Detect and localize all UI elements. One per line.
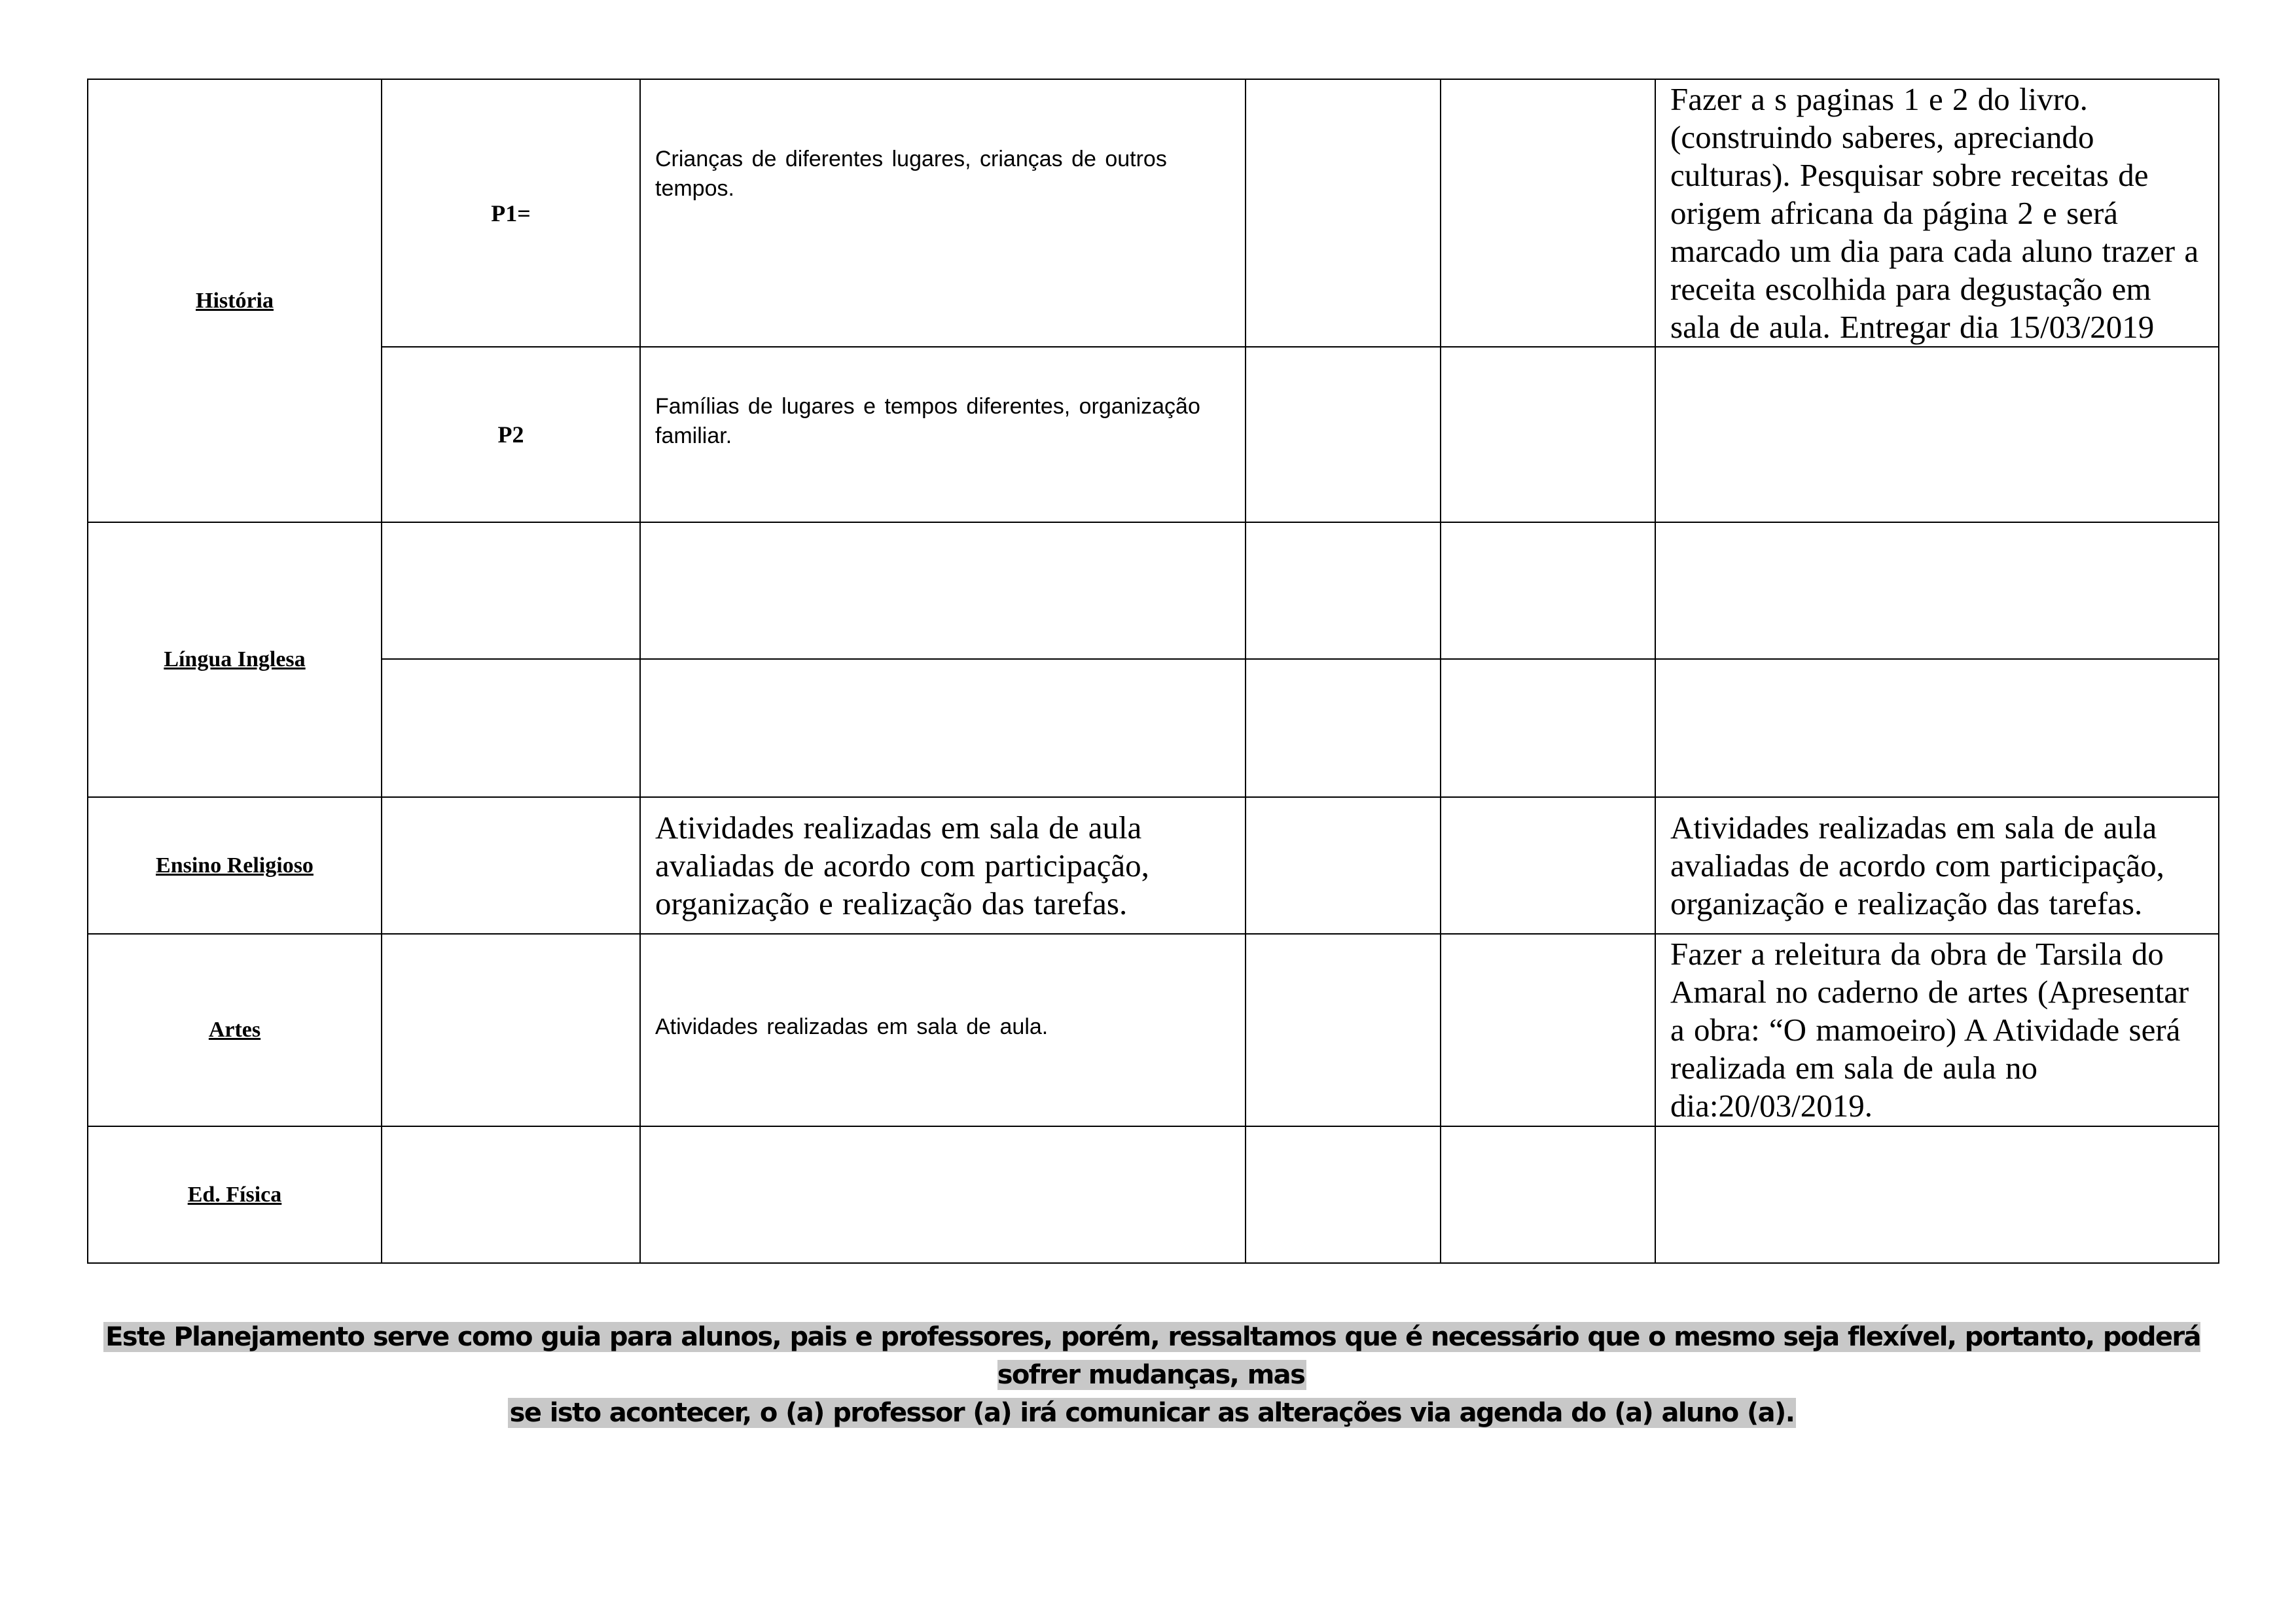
subject-ed-fisica: Ed. Física xyxy=(88,1126,382,1263)
empty-cell xyxy=(1655,659,2219,797)
empty-cell xyxy=(1246,934,1441,1126)
period-label-p1: P1= xyxy=(382,79,640,347)
historia-p1-content: Crianças de diferentes lugares, crianças de outros tempos. xyxy=(655,146,1167,201)
table-row xyxy=(88,347,2219,522)
empty-cell xyxy=(382,1126,640,1263)
table-row xyxy=(88,522,2219,659)
footer-note xyxy=(65,1318,2238,1432)
content-cell xyxy=(640,347,1246,522)
empty-cell xyxy=(1655,522,2219,659)
content-cell xyxy=(640,934,1246,1126)
table-row xyxy=(88,1126,2219,1263)
subject-lingua-inglesa: Língua Inglesa xyxy=(88,522,382,797)
empty-cell xyxy=(1246,522,1441,659)
historia-p2-task xyxy=(1655,347,2219,522)
empty-cell xyxy=(1441,79,1655,347)
empty-cell xyxy=(1441,659,1655,797)
empty-cell xyxy=(1655,1126,2219,1263)
empty-cell xyxy=(640,659,1246,797)
empty-cell xyxy=(1246,79,1441,347)
planning-table xyxy=(87,79,2219,1264)
empty-cell xyxy=(1441,347,1655,522)
empty-cell xyxy=(1441,797,1655,934)
empty-cell xyxy=(1246,659,1441,797)
historia-p1-task: Fazer a s paginas 1 e 2 do livro. (construindo saberes, apreciando culturas). Pesquisar sobre receitas de origem africana da página 2 e será marcado um dia para cada aluno trazer a receita escolhida para degustação em sala de aula. Entregar dia 15/03/2019 xyxy=(1655,79,2219,347)
table-row xyxy=(88,659,2219,797)
empty-cell xyxy=(640,1126,1246,1263)
empty-cell xyxy=(382,797,640,934)
table-row xyxy=(88,79,2219,347)
subject-ensino-religioso: Ensino Religioso xyxy=(88,797,382,934)
footer-note-line-1: Este Planejamento serve como guia para alunos, pais e professores, porém, ressaltamos que é necessário que o mesmo seja flexível, portanto, poderá sofrer mudanças, mas xyxy=(103,1322,2200,1390)
artes-task: Fazer a releitura da obra de Tarsila do Amaral no caderno de artes (Apresentar a obra: “O mamoeiro) A Atividade será realizada em sala de aula no dia:20/03/2019. xyxy=(1655,934,2219,1126)
empty-cell xyxy=(382,522,640,659)
table-row xyxy=(88,934,2219,1126)
ensino-religioso-task: Atividades realizadas em sala de aula avaliadas de acordo com participação, organização e realização das tarefas. xyxy=(1655,797,2219,934)
empty-cell xyxy=(640,522,1246,659)
empty-cell xyxy=(1441,522,1655,659)
empty-cell xyxy=(382,659,640,797)
empty-cell xyxy=(1246,347,1441,522)
artes-content: Atividades realizadas em sala de aula. xyxy=(655,1014,1049,1039)
empty-cell xyxy=(1246,1126,1441,1263)
empty-cell xyxy=(382,934,640,1126)
subject-artes: Artes xyxy=(88,934,382,1126)
subject-historia: História xyxy=(88,79,382,522)
footer-note-line-2: se isto acontecer, o (a) professor (a) irá comunicar as alterações via agenda do (a) aluno (a). xyxy=(508,1398,1797,1428)
ensino-religioso-content: Atividades realizadas em sala de aula avaliadas de acordo com participação, organização e realização das tarefas. xyxy=(640,797,1246,934)
empty-cell xyxy=(1441,934,1655,1126)
period-label-p2: P2 xyxy=(382,347,640,522)
historia-p2-content: Famílias de lugares e tempos diferentes, organização familiar. xyxy=(655,394,1200,448)
empty-cell xyxy=(1246,797,1441,934)
table-row xyxy=(88,797,2219,934)
content-cell xyxy=(640,79,1246,347)
empty-cell xyxy=(1441,1126,1655,1263)
